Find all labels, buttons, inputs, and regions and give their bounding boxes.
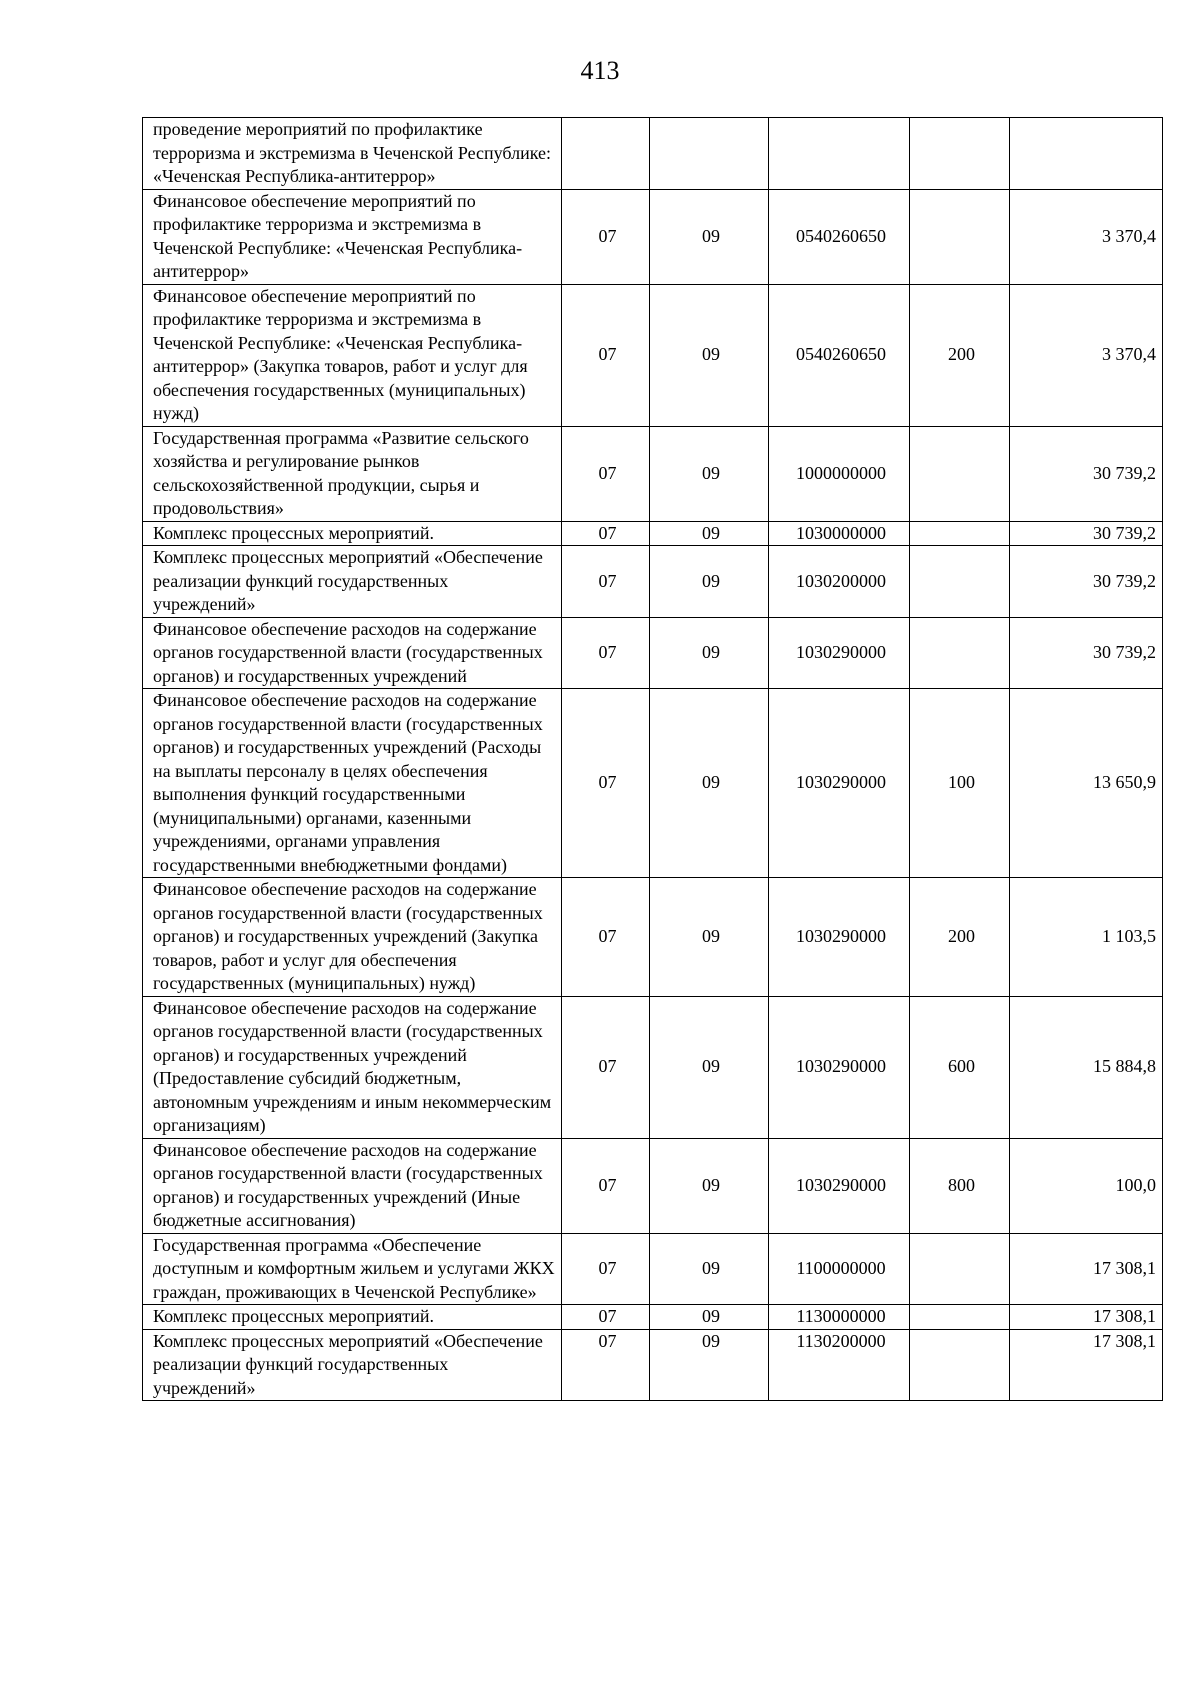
section-code: 07	[562, 878, 650, 997]
section-code: 07	[562, 189, 650, 284]
expense-type-code	[910, 1329, 1010, 1401]
subsection-code: 09	[650, 617, 769, 689]
target-article-code: 1030290000	[769, 617, 910, 689]
expense-type-code	[910, 546, 1010, 618]
amount: 17 308,1	[1010, 1329, 1163, 1401]
table-row	[143, 426, 1163, 521]
target-article-code: 1030290000	[769, 878, 910, 997]
target-article-code: 1130000000	[769, 1305, 910, 1330]
subsection-code: 09	[650, 1138, 769, 1233]
amount: 17 308,1	[1010, 1305, 1163, 1330]
page-number: 413	[580, 56, 620, 85]
item-name: Финансовое обеспечение расходов на содержание органов государственной власти (государственных органов) и государственных учреждений (Расходы на выплаты персоналу в целях обеспечения выполнения функций государственными (муниципальными) органами, казенными учреждениями, органами управления государственными внебюджетными фондами)	[143, 689, 562, 878]
subsection-code	[650, 118, 769, 190]
expense-type-code: 800	[910, 1138, 1010, 1233]
target-article-code: 1000000000	[769, 426, 910, 521]
section-code: 07	[562, 689, 650, 878]
table-row	[143, 1305, 1163, 1330]
subsection-code: 09	[650, 521, 769, 546]
table-row	[143, 118, 1163, 190]
table-row	[143, 521, 1163, 546]
amount: 3 370,4	[1010, 284, 1163, 426]
expense-type-code: 100	[910, 689, 1010, 878]
section-code: 07	[562, 426, 650, 521]
target-article-code: 1100000000	[769, 1233, 910, 1305]
amount: 3 370,4	[1010, 189, 1163, 284]
section-code: 07	[562, 546, 650, 618]
amount: 30 739,2	[1010, 546, 1163, 618]
item-name: Комплекс процессных мероприятий.	[143, 1305, 562, 1330]
expense-type-code: 200	[910, 284, 1010, 426]
amount: 30 739,2	[1010, 521, 1163, 546]
subsection-code: 09	[650, 1329, 769, 1401]
expense-type-code	[910, 189, 1010, 284]
target-article-code	[769, 118, 910, 190]
table-row	[143, 996, 1163, 1138]
table-row	[143, 689, 1163, 878]
budget-table	[142, 117, 1163, 1401]
amount: 17 308,1	[1010, 1233, 1163, 1305]
section-code	[562, 118, 650, 190]
amount: 30 739,2	[1010, 617, 1163, 689]
target-article-code: 1030290000	[769, 689, 910, 878]
expense-type-code	[910, 1233, 1010, 1305]
expense-type-code: 200	[910, 878, 1010, 997]
item-name: Финансовое обеспечение расходов на содержание органов государственной власти (государственных органов) и государственных учреждений (Предоставление субсидий бюджетным, автономным учреждениям и иным некоммерческим организациям)	[143, 996, 562, 1138]
expense-type-code	[910, 617, 1010, 689]
subsection-code: 09	[650, 284, 769, 426]
amount: 1 103,5	[1010, 878, 1163, 997]
item-name: Финансовое обеспечение расходов на содержание органов государственной власти (государственных органов) и государственных учреждений (Иные бюджетные ассигнования)	[143, 1138, 562, 1233]
target-article-code: 1030200000	[769, 546, 910, 618]
item-name: Комплекс процессных мероприятий.	[143, 521, 562, 546]
item-name: Финансовое обеспечение мероприятий по профилактике терроризма и экстремизма в Чеченской Республике: «Чеченская Республика-антитеррор» (Закупка товаров, работ и услуг для обеспечения государственных (муниципальных) нужд)	[143, 284, 562, 426]
item-name: Финансовое обеспечение расходов на содержание органов государственной власти (государственных органов) и государственных учреждений (Закупка товаров, работ и услуг для обеспечения государственных (муниципальных) нужд)	[143, 878, 562, 997]
subsection-code: 09	[650, 1233, 769, 1305]
amount: 100,0	[1010, 1138, 1163, 1233]
target-article-code: 0540260650	[769, 189, 910, 284]
item-name: Государственная программа «Развитие сельского хозяйства и регулирование рынков сельскохозяйственной продукции, сырья и продовольствия»	[143, 426, 562, 521]
table-row	[143, 878, 1163, 997]
target-article-code: 0540260650	[769, 284, 910, 426]
expense-type-code: 600	[910, 996, 1010, 1138]
item-name: Финансовое обеспечение расходов на содержание органов государственной власти (государственных органов) и государственных учреждений	[143, 617, 562, 689]
subsection-code: 09	[650, 996, 769, 1138]
subsection-code: 09	[650, 426, 769, 521]
section-code: 07	[562, 996, 650, 1138]
section-code: 07	[562, 1305, 650, 1330]
item-name: проведение мероприятий по профилактике терроризма и экстремизма в Чеченской Республике: «Чеченская Республика-антитеррор»	[143, 118, 562, 190]
subsection-code: 09	[650, 878, 769, 997]
target-article-code: 1030290000	[769, 1138, 910, 1233]
expense-type-code	[910, 521, 1010, 546]
amount: 13 650,9	[1010, 689, 1163, 878]
subsection-code: 09	[650, 1305, 769, 1330]
section-code: 07	[562, 284, 650, 426]
subsection-code: 09	[650, 546, 769, 618]
item-name: Комплекс процессных мероприятий «Обеспечение реализации функций государственных учреждений»	[143, 546, 562, 618]
subsection-code: 09	[650, 189, 769, 284]
expense-type-code	[910, 1305, 1010, 1330]
table-row	[143, 1233, 1163, 1305]
amount: 30 739,2	[1010, 426, 1163, 521]
item-name: Финансовое обеспечение мероприятий по профилактике терроризма и экстремизма в Чеченской Республике: «Чеченская Республика-антитеррор»	[143, 189, 562, 284]
table-row	[143, 1329, 1163, 1401]
section-code: 07	[562, 1138, 650, 1233]
table-row	[143, 189, 1163, 284]
target-article-code: 1030290000	[769, 996, 910, 1138]
target-article-code: 1130200000	[769, 1329, 910, 1401]
section-code: 07	[562, 521, 650, 546]
table-row	[143, 284, 1163, 426]
amount	[1010, 118, 1163, 190]
item-name: Комплекс процессных мероприятий «Обеспечение реализации функций государственных учреждений»	[143, 1329, 562, 1401]
expense-type-code	[910, 118, 1010, 190]
section-code: 07	[562, 1233, 650, 1305]
amount: 15 884,8	[1010, 996, 1163, 1138]
table-row	[143, 1138, 1163, 1233]
item-name: Государственная программа «Обеспечение доступным и комфортным жильем и услугами ЖКХ граждан, проживающих в Чеченской Республике»	[143, 1233, 562, 1305]
section-code: 07	[562, 617, 650, 689]
table-row	[143, 546, 1163, 618]
section-code: 07	[562, 1329, 650, 1401]
target-article-code: 1030000000	[769, 521, 910, 546]
subsection-code: 09	[650, 689, 769, 878]
table-row	[143, 617, 1163, 689]
expense-type-code	[910, 426, 1010, 521]
